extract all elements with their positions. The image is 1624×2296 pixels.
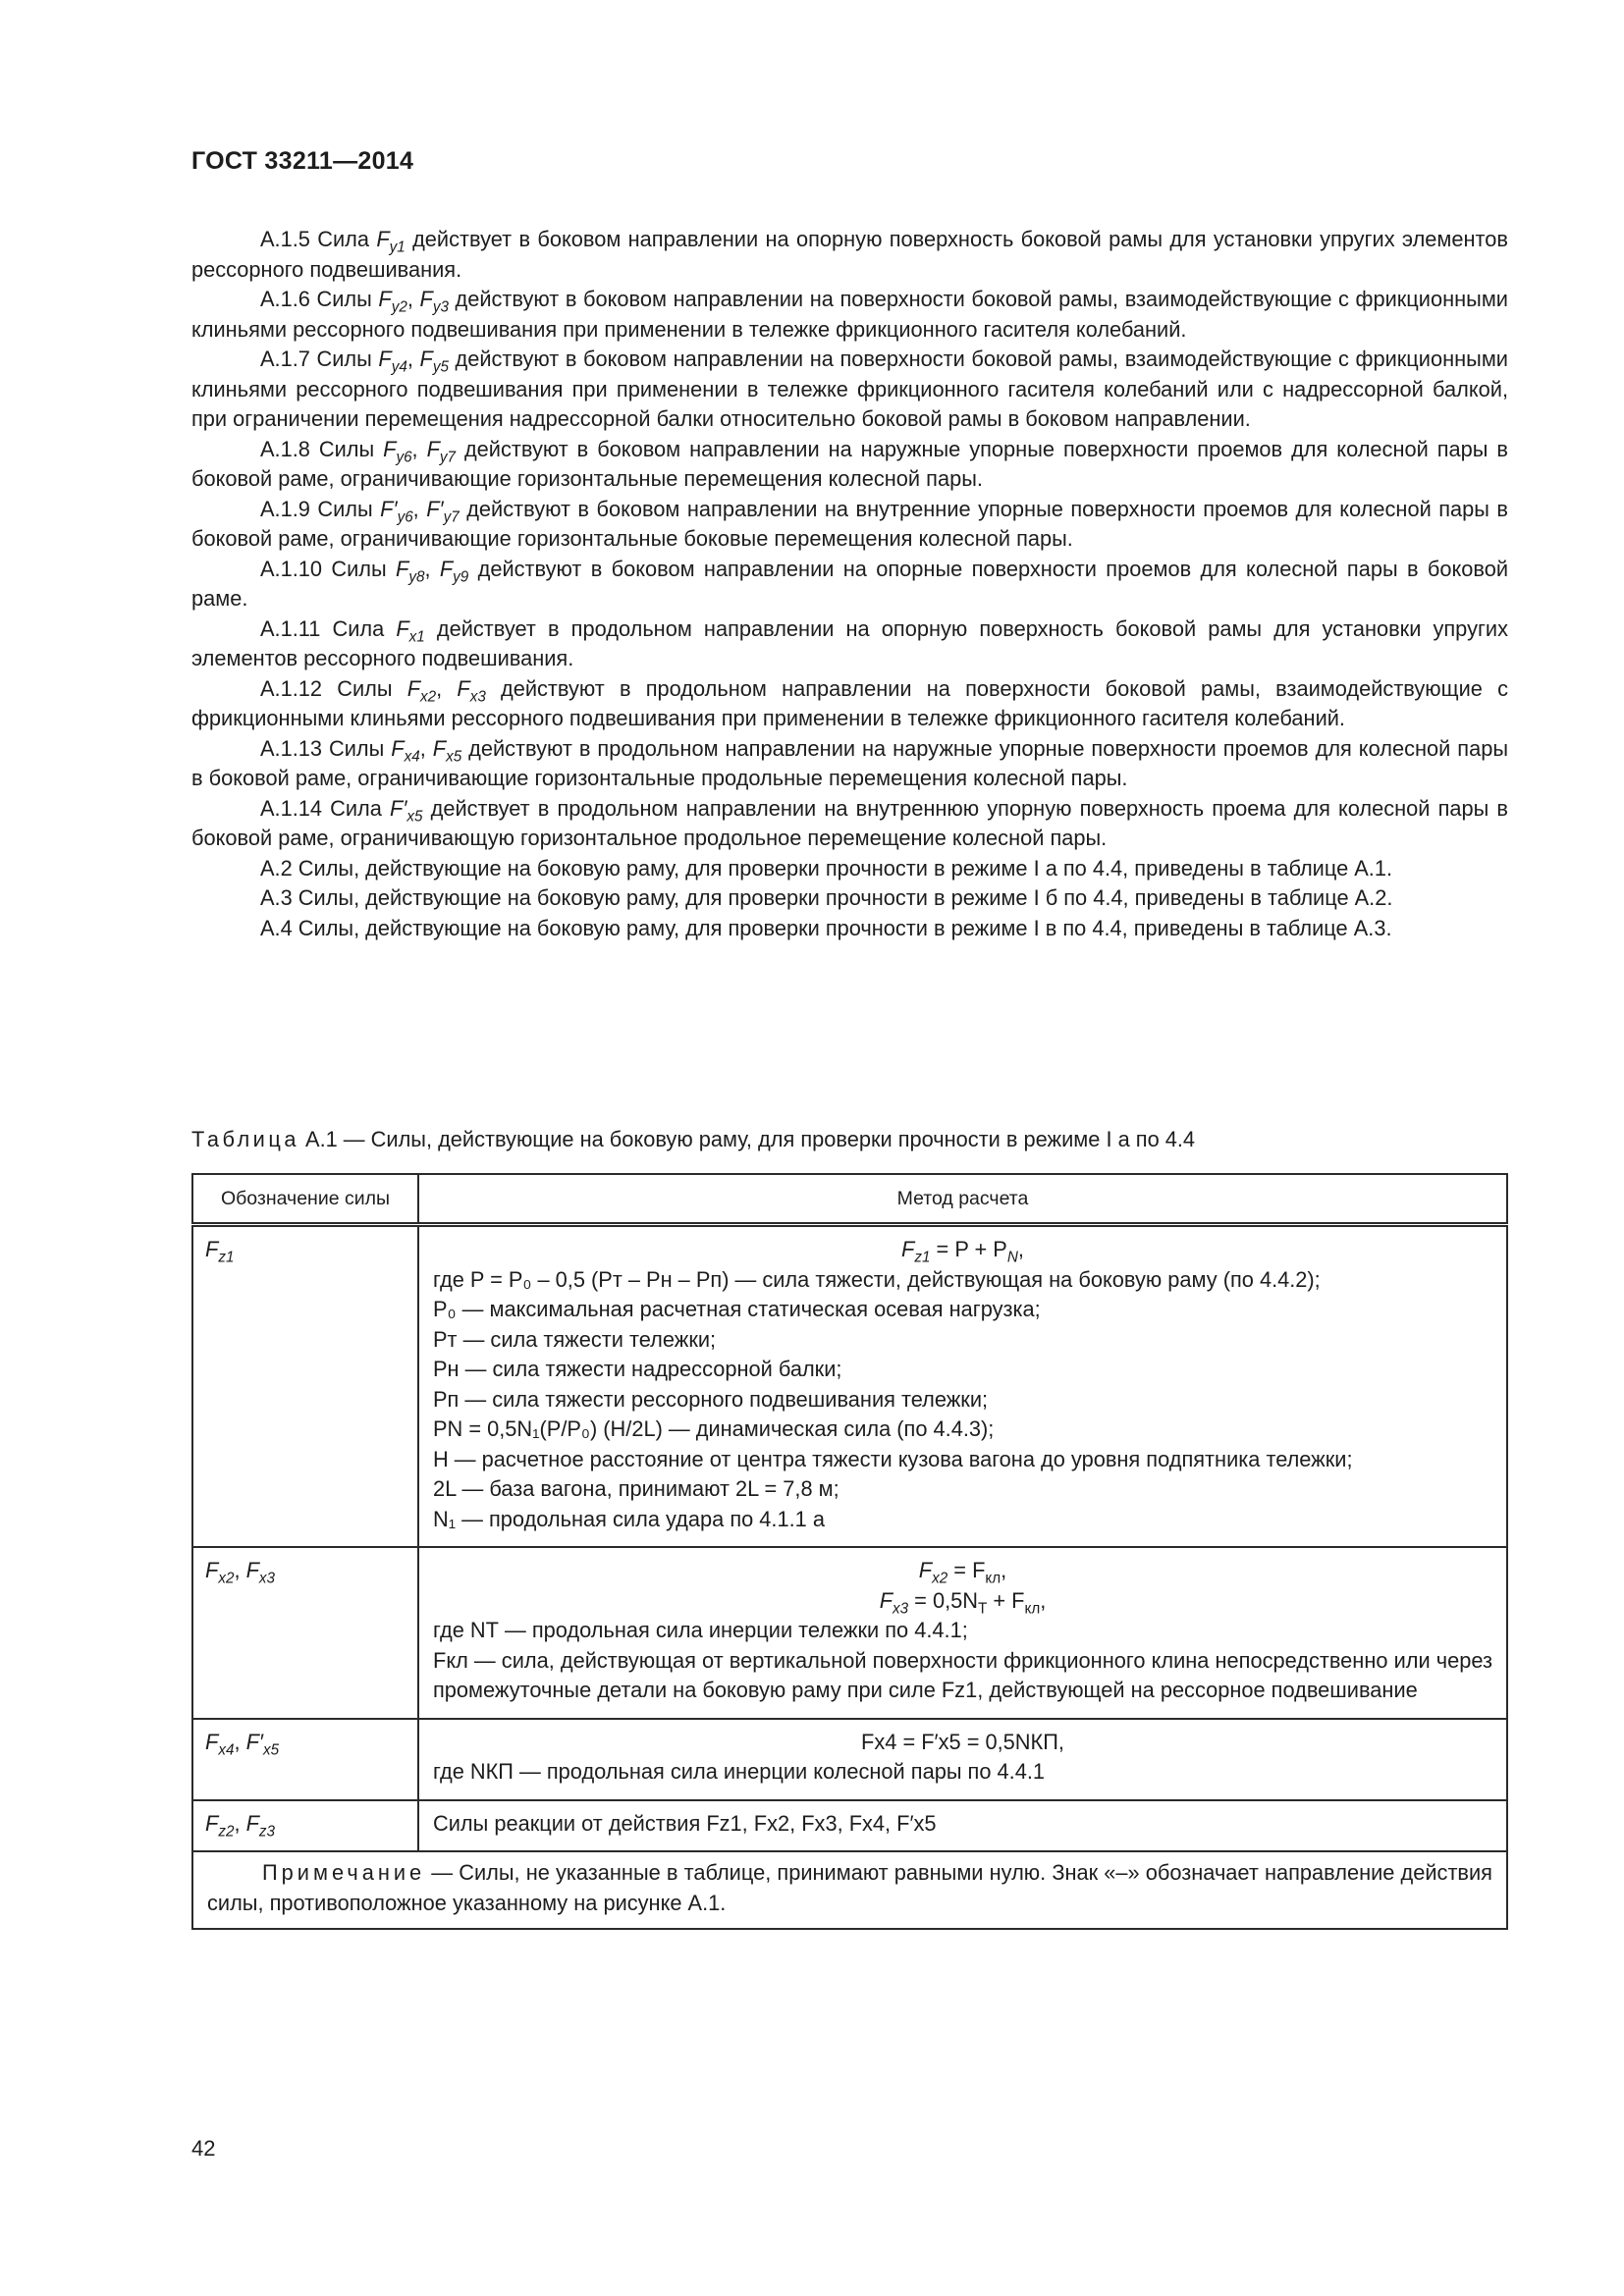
table-note-row	[192, 1851, 1507, 1929]
note-label: Примечание	[262, 1860, 426, 1885]
method-line: Силы реакции от действия Fz1, Fx2, Fx3, Fx4, F′x5	[433, 1810, 937, 1836]
paragraph-a-4: А.4 Силы, действующие на боковую раму, для проверки прочности в режиме I в по 4.4, приведены в таблице А.3.	[260, 915, 1392, 940]
formula: $F_{z1} = P + P_N$,	[901, 1237, 1024, 1266]
table-caption	[191, 1127, 1195, 1152]
paragraph-a-2: А.2 Силы, действующие на боковую раму, для проверки прочности в режиме I а по 4.4, приведены в таблице А.1.	[260, 855, 1393, 881]
force-symbol-cell: $F_{z1}$	[192, 1225, 418, 1548]
table-header-row	[192, 1174, 1507, 1225]
method-line: P₀ — максимальная расчетная статическая осевая нагрузка;	[433, 1297, 1041, 1321]
paragraph-a-1-11: А.1.11 Сила $F_{x1}$ действует в продольном направлении на опорную поверхность боковой рамы для установки упругих элементов рессорного подвешивания.	[191, 615, 1508, 670]
paragraph-a-1-6: А.1.6 Силы $F_{y2}$, $F_{y3}$ действуют в боковом направлении на поверхности боковой рамы, взаимодействующие с фрикционными клиньями рессорного подвешивания при применении в тележке фрикционного гасителя колебаний.	[191, 287, 1508, 342]
note-text: — Силы, не указанные в таблице, принимают равными нулю. Знак «–» обозначает направление действия силы, противоположное указанному на рисунке А.1.	[207, 1860, 1492, 1915]
method-cell	[418, 1800, 1507, 1852]
method-line: 2L — база вагона, принимают 2L = 7,8 м;	[433, 1476, 839, 1501]
method-line: где NКП — продольная сила инерции колесной пары по 4.4.1	[433, 1759, 1046, 1784]
method-line: Pн — сила тяжести надрессорной балки;	[433, 1357, 842, 1381]
method-line: N₁ — продольная сила удара по 4.1.1 а	[433, 1506, 825, 1531]
formula: $F_{x2} = F_{кл}$,	[918, 1558, 1007, 1587]
formula: Fx4 = F′x5 = 0,5NКП,	[861, 1729, 1064, 1754]
table-row-fz1	[192, 1225, 1507, 1548]
paragraph-a-1-5: А.1.5 Сила $F_{y1}$ действует в боковом направлении на опорную поверхность боковой рамы для установки упругих элементов рессорного подвешивания.	[191, 227, 1508, 282]
paragraph-a-1-9: А.1.9 Силы $F'_{y6}$, $F'_{y7}$ действуют в боковом направлении на внутренние упорные поверхности проемов для колесной пары в боковой раме, ограничивающие горизонтальные боковые перемещения колесной пары.	[191, 496, 1508, 551]
paragraph-a-1-14: А.1.14 Сила $F'_{x5}$ действует в продольном направлении на внутреннюю упорную поверхность проема для колесной пары в боковой раме, ограничивающую горизонтальное продольное перемещение колесной пары.	[191, 795, 1508, 850]
force-symbol-cell: $F_{x2}$, $F_{x3}$	[192, 1547, 418, 1719]
paragraph-a-1-8: А.1.8 Силы $F_{y6}$, $F_{y7}$ действуют в боковом направлении на наружные упорные поверхности проемов для колесной пары в боковой раме, ограничивающие горизонтальные перемещения колесной пары.	[191, 436, 1508, 491]
col-header-symbol: Обозначение силы	[192, 1174, 418, 1225]
method-line: где NТ — продольная сила инерции тележки по 4.4.1;	[433, 1618, 968, 1642]
table-note	[192, 1851, 1507, 1929]
method-line: Fкл — сила, действующая от вертикальной поверхности фрикционного клина непосредственно или через промежуточные детали на боковую раму при силе Fz1, действующей на рессорное подвешивание	[433, 1647, 1492, 1702]
paragraph-a-1-10: А.1.10 Силы $F_{y8}$, $F_{y9}$ действуют в боковом направлении на опорные поверхности проемов для колесной пары в боковой раме.	[191, 556, 1508, 611]
method-line: где P = P₀ – 0,5 (Pт – Pн – Pп) — сила тяжести, действующая на боковую раму (по 4.4.2);	[433, 1266, 1321, 1292]
method-cell	[418, 1719, 1507, 1800]
table-caption-text: А.1 — Силы, действующие на боковую раму, для проверки прочности в режиме I а по 4.4	[298, 1127, 1196, 1151]
method-line: PN = 0,5N₁(P/P₀) (H/2L) — динамическая сила (по 4.4.3);	[433, 1416, 995, 1441]
table-row-fx2-fx3	[192, 1547, 1507, 1719]
body-text	[191, 225, 1508, 943]
paragraph-a-1-7: А.1.7 Силы $F_{y4}$, $F_{y5}$ действуют в боковом направлении на поверхности боковой рамы, взаимодействующие с фрикционными клиньями рессорного подвешивания при применении в тележке фрикционного гасителя колебаний или с надрессорной балкой, при ограничении перемещения надрессорной балки относительно боковой рамы в боковом направлении.	[191, 347, 1508, 431]
table-row-fz2-fz3	[192, 1800, 1507, 1852]
paragraph-a-1-13: А.1.13 Силы $F_{x4}$, $F_{x5}$ действуют в продольном направлении на наружные упорные поверхности проемов для колесной пары в боковой раме, ограничивающие горизонтальные продольные перемещения колесной пары.	[191, 735, 1508, 790]
paragraph-a-3: А.3 Силы, действующие на боковую раму, для проверки прочности в режиме I б по 4.4, приведены в таблице А.2.	[260, 885, 1393, 910]
page-header: ГОСТ 33211—2014	[191, 147, 414, 175]
formula: $F_{x3} = 0,5N_Т + F_{кл}$,	[879, 1587, 1047, 1617]
page-number: 42	[191, 2136, 216, 2161]
force-symbol-cell: $F_{z2}$, $F_{z3}$	[192, 1800, 418, 1852]
method-line: H — расчетное расстояние от центра тяжести кузова вагона до уровня подпятника тележки;	[433, 1446, 1353, 1471]
col-header-method: Метод расчета	[418, 1174, 1507, 1225]
table-row-fx4-fx5	[192, 1719, 1507, 1800]
method-line: Pт — сила тяжести тележки;	[433, 1326, 717, 1352]
force-symbol-cell: $F_{x4}$, $F'_{x5}$	[192, 1719, 418, 1800]
forces-table	[191, 1173, 1508, 1930]
paragraph-a-1-12: А.1.12 Силы $F_{x2}$, $F_{x3}$ действуют в продольном направлении на поверхности боковой рамы, взаимодействующие с фрикционными клиньями рессорного подвешивания при применении в тележке фрикционного гасителя колебаний.	[191, 675, 1508, 730]
table-caption-label: Таблица	[191, 1127, 299, 1151]
method-line: Pп — сила тяжести рессорного подвешивания тележки;	[433, 1386, 989, 1412]
method-cell	[418, 1225, 1507, 1548]
method-cell	[418, 1547, 1507, 1719]
